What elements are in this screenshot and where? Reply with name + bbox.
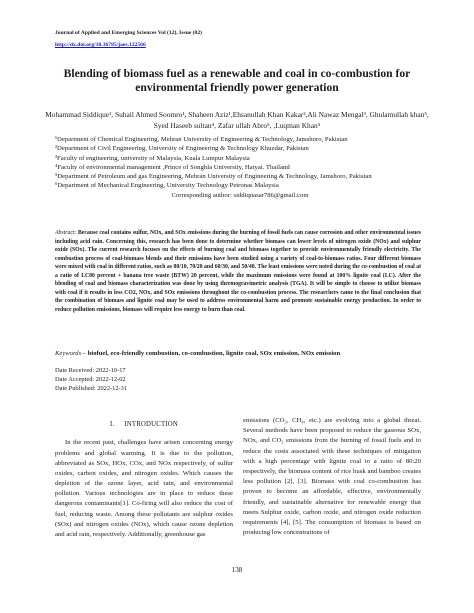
section-number: I. — [109, 421, 115, 428]
date-received: Date Received: 2022-10-17 — [55, 367, 126, 374]
left-column — [55, 420, 233, 540]
keywords-text: biofuel, eco-friendly combustion, co-combustion, lignite coal, SOx emission, NOx emission — [87, 350, 341, 357]
affiliation-3: ³Faculty of engineering, university of Malaysia, Kuala Lumpur Malaysia — [55, 154, 250, 162]
date-published: Date Published: 2022-12-31 — [55, 384, 128, 392]
affiliation-5: ⁵Department of Petroleum and gas Engineering, Mehran University of Engineering & Technology, Jamshoro, Pakistan — [55, 173, 372, 180]
publication-dates — [55, 367, 127, 394]
corresponding-author: Corresponding author: siddiqnasar786@gmail.com — [171, 191, 309, 199]
author-list: Mohammad Siddique¹, Suhail Ahmed Soomro¹, Shaheen Aziz¹,Ehsanullah Khan Kakar²,Ali Nawaz Mengal³, Ghulamullah khan⁵, Syed Haseeb sultan⁴, Zafar ullah Abro⁵, ,Luqman Khan⁵ — [45, 110, 429, 130]
keywords-label: Keywords – — [55, 350, 87, 357]
affiliations — [55, 135, 425, 200]
affiliation-4: ⁴Faculty of environmental management ,Prince of Songhla University, Hatyai. Thailand — [55, 163, 290, 171]
date-accepted: Date Accepted: 2022-12-02 — [55, 375, 126, 383]
intro-paragraph-left: In the recent past, challenges have arisen concerning energy problems and global warming. It is due to the pollution, abbreviated as SOx, HOx, COx, and NOx respectively, of sulfur oxides, carbon oxides, and nitrogen oxides. Which causes the depletion of the ozone layer, acid rain, and environmental pollution. Various technologies are in place to reduce these dangerous contaminants[1]. Co-firing will also reduce the cost of fuel, reducing waste. Among these pollutants are sulphur oxides (SOx) and nitrogen oxides (NOx), which cause ozone depletion and acid rain, respectively. Additionally, greenhouse gas — [55, 439, 233, 539]
paper-title: Blending of biomass fuel as a renewable and coal in co-combustion for environmental friendly power generation — [63, 67, 411, 95]
abstract — [55, 229, 421, 314]
journal-header: Journal of Applied and Emerging Sciences Vol (12), Issue (02) — [55, 30, 203, 36]
section-heading — [55, 420, 233, 430]
intro-paragraph-right: emissions (CO₂, CH₄, etc.) are evolving into a global threat. Several methods have been proposed to reduce the gaseous SOx, NOx, and CO₂ emissions from the burning of fossil fuels and to reduce the costs associated with these techniques of mitigation with a high percentage with lignite coal to a ratio of 80:20 respectively, the biomass content of rice husk and bamboo creates less pollution [2], [3]. Biomass with coal co-combustion has proven to become an affordable, effective, environmentally friendly, and sustainable alternative for renewable energy that meets Sulphur oxide, carbon oxide, and nitrogen oxide reduction requirements [4], [5]. The consumption of biomass is based on producing low concentrations of — [243, 417, 421, 537]
section-title: INTRODUCTION — [124, 421, 179, 428]
keywords — [55, 350, 421, 357]
page-number: 138 — [231, 566, 243, 574]
right-column — [243, 416, 421, 538]
affiliation-2: ²Department of Civil Engineering, University of Engineering & Technology Khuzdar, Pakistan — [55, 145, 309, 153]
affiliation-1: ¹Department of Chemical Engineering, Mehran University of Engineering & Technology, Jamshoro, Pakistan — [55, 136, 348, 143]
affiliation-6: ⁶Department of Mechanical Engineering, University Technology Petronas Malaysia — [55, 182, 279, 190]
abstract-label: Abstract: — [55, 230, 77, 236]
doi-link[interactable]: http://dx.doi.org/10.36785/jaes.122566 — [55, 42, 146, 48]
abstract-text: Because coal contains sulfur, NOx, and SOx emissions during the burning of fossil fuels can cause corrosion and other environmental issues including acid rain. Concerning this, research has been done to determine whether biomass can lower levels of nitrogen oxide (NOx) and sulphur oxide (SOx). The current research focuses on the effects of burning coal and biomass together to provide environmentally friendly electricity. The combustion process of coal-biomass blends and their emissions have been studied using a variety of coal-to-biomass ratios. Four different biomass were mixed with coal in different ratios, such as 80/10, 70/20 and 60/30, and 50/40. The least emissions were noted during the co-combustion of coal at a ratio of LC80 percent + banana tree waste (BTW) 20 percent, while the maximum emissions were found at 100% lignite coal (LC). After the blending of coal and biomass characterization was done by using thermogravimetric analysis (TGA). It will be simple to choose to utilize biomass with coal if it results in less CO2, NOx, and SOx emissions throughout the co-combustion process. The researchers came to the final conclusion that the combination of biomass and lignite coal may be used to address environmental harm and promote sustainable energy production. In order to reduce pollution emissions, biomass will require less energy to burn than coal. — [55, 230, 421, 313]
